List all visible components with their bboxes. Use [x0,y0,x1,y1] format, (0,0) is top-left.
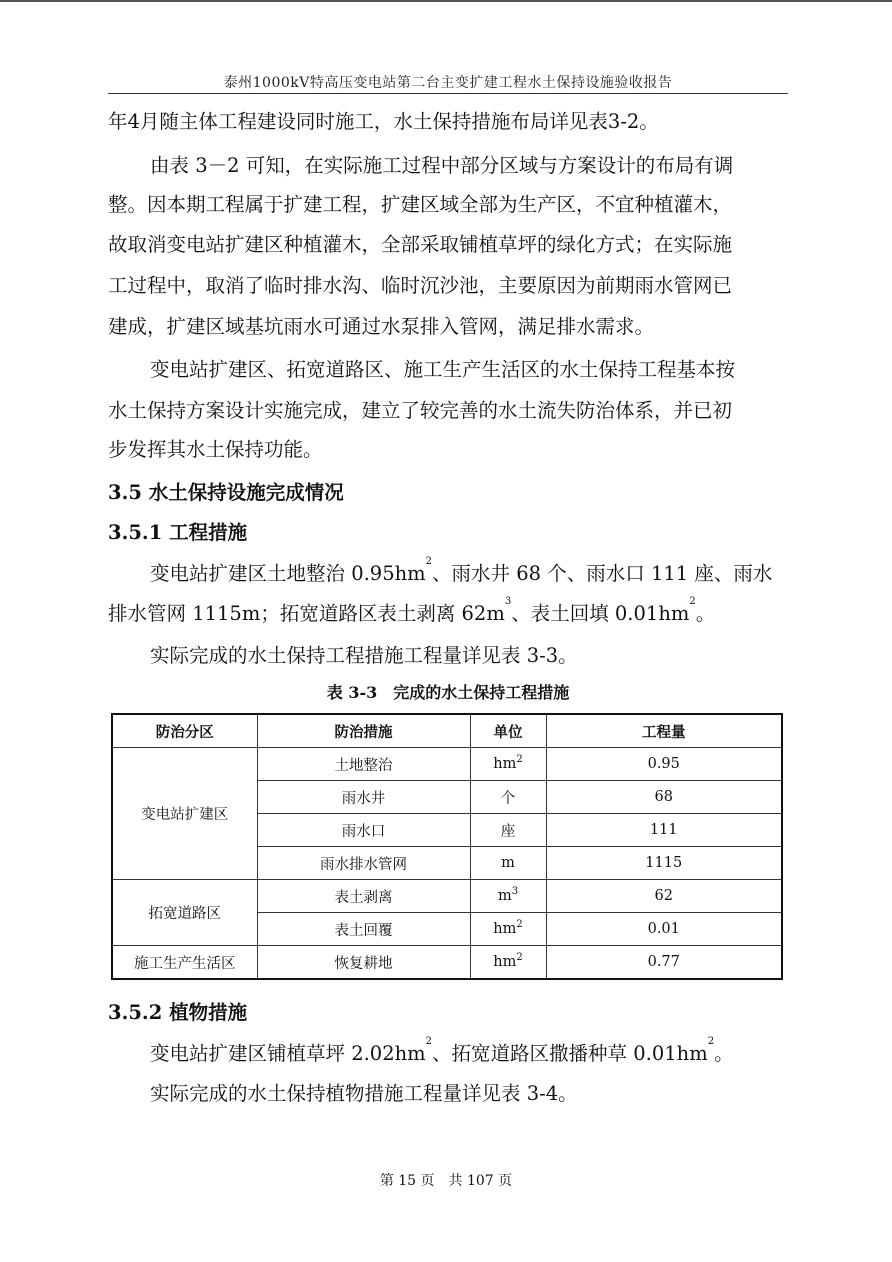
measure-cell: 表土剥离 [257,880,470,913]
table-row [112,748,782,781]
paragraph-line: 水土保持方案设计实施完成，建立了较完善的水土流失防治体系，并已初 [108,399,733,422]
paragraph-line: 故取消变电站扩建区种植灌木，全部采取铺植草坪的绿化方式；在实际施 [108,233,733,256]
paragraph-line: 由表 3－2 可知，在实际施工过程中部分区域与方案设计的布局有调 [150,154,734,177]
zone-cell: 拓宽道路区 [112,880,257,946]
header-rule [108,93,788,94]
paragraph-line: 变电站扩建区土地整治 $0.95hm^2$、雨水井 68 个、雨水口 111 座、雨水 [150,556,773,585]
table-header-row [112,714,782,748]
paragraph-line: 工过程中，取消了临时排水沟、临时沉沙池，主要原因为前期雨水管网已 [108,274,733,297]
section-heading: 3.5.1 工程措施 [108,521,248,544]
unit-cell: 座 [470,814,546,847]
unit-cell: $hm^2$ [470,913,546,946]
quantity-cell: 62 [546,880,782,913]
measure-cell: 雨水井 [257,781,470,814]
paragraph-line: 整。因本期工程属于扩建工程，扩建区域全部为生产区，不宜种植灌木， [108,193,733,216]
table-row [112,946,782,980]
column-header: 防治措施 [257,714,470,748]
column-header: 防治分区 [112,714,257,748]
section-heading: 3.5.2 植物措施 [108,1001,248,1024]
measures-table [111,713,783,980]
measure-cell: 土地整治 [257,748,470,781]
paragraph-line: 建成，扩建区域基坑雨水可通过水泵排入管网，满足排水需求。 [108,315,655,338]
quantity-cell: 1115 [546,847,782,880]
paragraph-line: 实际完成的水土保持植物措施工程量详见表 3-4。 [150,1082,578,1105]
column-header: 工程量 [546,714,782,748]
page-number: 第 15 页 共 107 页 [379,1173,513,1189]
top-border [0,0,892,2]
quantity-cell: 0.77 [546,946,782,980]
table-row [112,880,782,913]
section-heading: 3.5 水土保持设施完成情况 [108,481,344,504]
paragraph-line: 排水管网 1115m；拓宽道路区表土剥离 $62m^3$、表土回填 $0.01hm^2$。 [108,596,716,625]
paragraph-line: 变电站扩建区、拓宽道路区、施工生产生活区的水土保持工程基本按 [150,358,736,381]
measure-cell: 表土回覆 [257,913,470,946]
table-caption: 表 3-3 完成的水土保持工程措施 [326,683,570,702]
measure-cell: 恢复耕地 [257,946,470,980]
zone-cell: 变电站扩建区 [112,748,257,880]
paragraph-line: 步发挥其水土保持功能。 [108,438,323,461]
measure-cell: 雨水排水管网 [257,847,470,880]
unit-cell: 个 [470,781,546,814]
quantity-cell: 111 [546,814,782,847]
column-header: 单位 [470,714,546,748]
quantity-cell: 68 [546,781,782,814]
zone-cell: 施工生产生活区 [112,946,257,980]
paragraph-line: 实际完成的水土保持工程措施工程量详见表 3-3。 [150,644,578,667]
unit-cell: $hm^2$ [470,748,546,781]
unit-cell: $m^3$ [470,880,546,913]
unit-cell: $hm^2$ [470,946,546,980]
running-header: 泰州1000kV特高压变电站第二台主变扩建工程水土保持设施验收报告 [223,75,673,91]
quantity-cell: 0.01 [546,913,782,946]
measure-cell: 雨水口 [257,814,470,847]
paragraph-line: 年4月随主体工程建设同时施工，水土保持措施布局详见表3-2。 [108,110,659,133]
unit-cell: m [470,847,546,880]
quantity-cell: 0.95 [546,748,782,781]
paragraph-line: 变电站扩建区铺植草坪 $2.02hm^2$、拓宽道路区撒播种草 $0.01hm^2$。 [150,1036,734,1065]
